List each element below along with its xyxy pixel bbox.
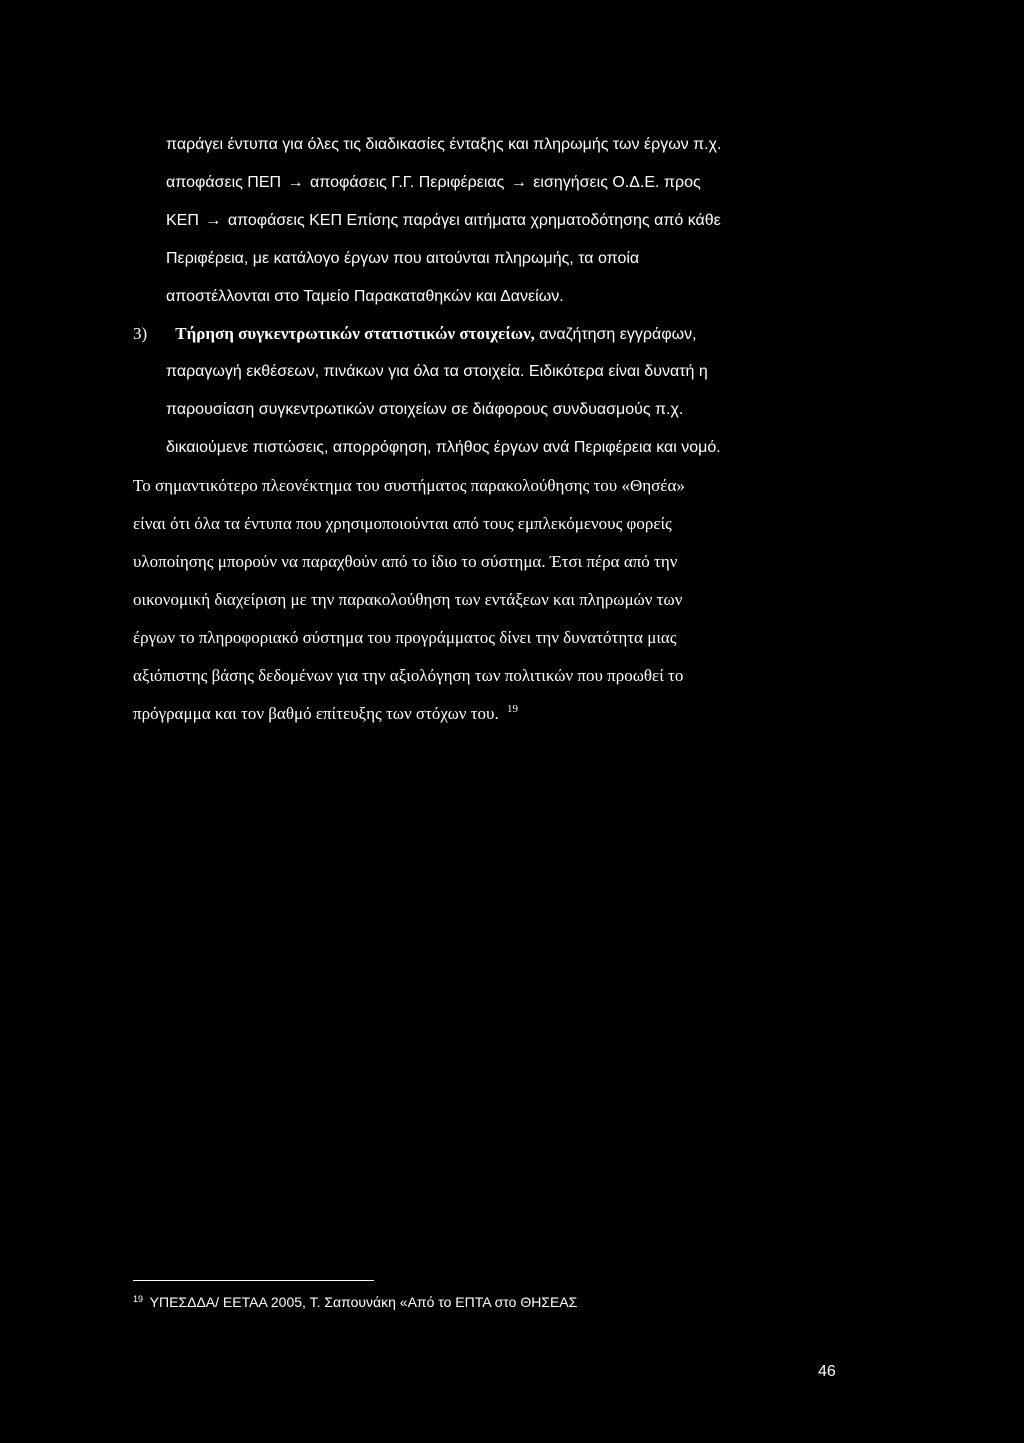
list-text: ΚΕΠ [166, 212, 199, 229]
right-arrow-icon: → [205, 212, 222, 229]
paragraph-line-6 [133, 666, 683, 686]
list-text: δικαιούμενε πιστώσεις, απορρόφηση, πλήθος έργων ανά Περιφέρεια και νομό. [166, 439, 721, 456]
paragraph-text: είναι ότι όλα τα έντυπα που χρησιμοποιούνται από τους εμπλεκόμενους φορείς [133, 514, 672, 533]
list-line-2 [166, 173, 701, 193]
paragraph-line-4 [133, 590, 682, 610]
list-text: Περιφέρεια, με κατάλογο έργων που αιτούνται πληρωμής, τα οποία [166, 250, 640, 267]
list-text: εισηγήσεις Ο.Δ.Ε. προς [533, 174, 701, 191]
paragraph-line-3 [133, 552, 677, 572]
list-line-5 [166, 287, 564, 307]
list-line-4 [166, 249, 639, 269]
paragraph-line-5 [133, 628, 677, 648]
list-text: αποστέλλονται στο Ταμείο Παρακαταθηκών και Δανείων. [166, 288, 564, 305]
paragraph-line-1 [133, 476, 685, 496]
list-text: αποφάσεις Γ.Γ. Περιφέρειας [310, 174, 505, 191]
footnote [133, 1294, 577, 1310]
list-item-heading: Τήρηση συγκεντρωτικών στατιστικών στοιχείων, [175, 324, 535, 343]
list-text: αναζήτηση εγγράφων, [539, 326, 697, 343]
list-item-3 [133, 324, 697, 345]
list-text: αποφάσεις ΚΕΠ Επίσης παράγει αιτήματα χρηματοδότησης από κάθε [227, 212, 721, 229]
list-text: παράγει έντυπα για όλες τις διαδικασίες ένταξης και πληρωμής των έργων π.χ. [166, 136, 722, 153]
paragraph-text: αξιόπιστης βάσης δεδομένων για την αξιολόγηση των πολιτικών που προωθεί το [133, 666, 684, 685]
paragraph-text: οικονομική διαχείριση με την παρακολούθηση των εντάξεων και πληρωμών των [133, 590, 683, 609]
list-text: παραγωγή εκθέσεων, πινάκων για όλα τα στοιχεία. Ειδικότερα είναι δυνατή η [166, 363, 708, 380]
list-number: 3) [133, 324, 148, 343]
footnote-text: ΥΠΕΣΔΔΑ/ ΕΕΤΑΑ 2005, Τ. Σαπουνάκη «Από το ΕΠΤΑ στο ΘΗΣΕΑΣ [149, 1294, 578, 1310]
footnote-reference: 19 [506, 703, 518, 715]
list-line-3 [166, 211, 721, 231]
paragraph-text: Το σημαντικότερο πλεονέκτημα του συστήματος παρακολούθησης του «Θησέα» [133, 476, 685, 495]
paragraph-text: υλοποίησης μπορούν να παραχθούν από το ίδιο το σύστημα. Έτσι πέρα από την [133, 552, 678, 571]
paragraph-line-2 [133, 514, 672, 534]
list-line-9 [166, 438, 721, 458]
page-number: 46 [818, 1363, 836, 1380]
list-text: παρουσίαση συγκεντρωτικών στοιχείων σε διάφορους συνδυασμούς π.χ. [166, 401, 684, 418]
paragraph-text: έργων το πληροφοριακό σύστημα του προγράμματος δίνει την δυνατότητα μιας [133, 628, 677, 647]
paragraph-text: πρόγραμμα και τον βαθμό επίτευξης των στόχων του. [133, 704, 499, 723]
footnote-divider [133, 1280, 374, 1281]
right-arrow-icon: → [510, 174, 527, 191]
list-line-8 [166, 400, 683, 420]
list-line-7 [166, 362, 708, 382]
list-line-1 [166, 135, 721, 155]
right-arrow-icon: → [287, 174, 304, 191]
footnote-mark: 19 [133, 1294, 144, 1304]
paragraph-line-7 [133, 704, 518, 724]
list-text: αποφάσεις ΠΕΠ [166, 174, 282, 191]
